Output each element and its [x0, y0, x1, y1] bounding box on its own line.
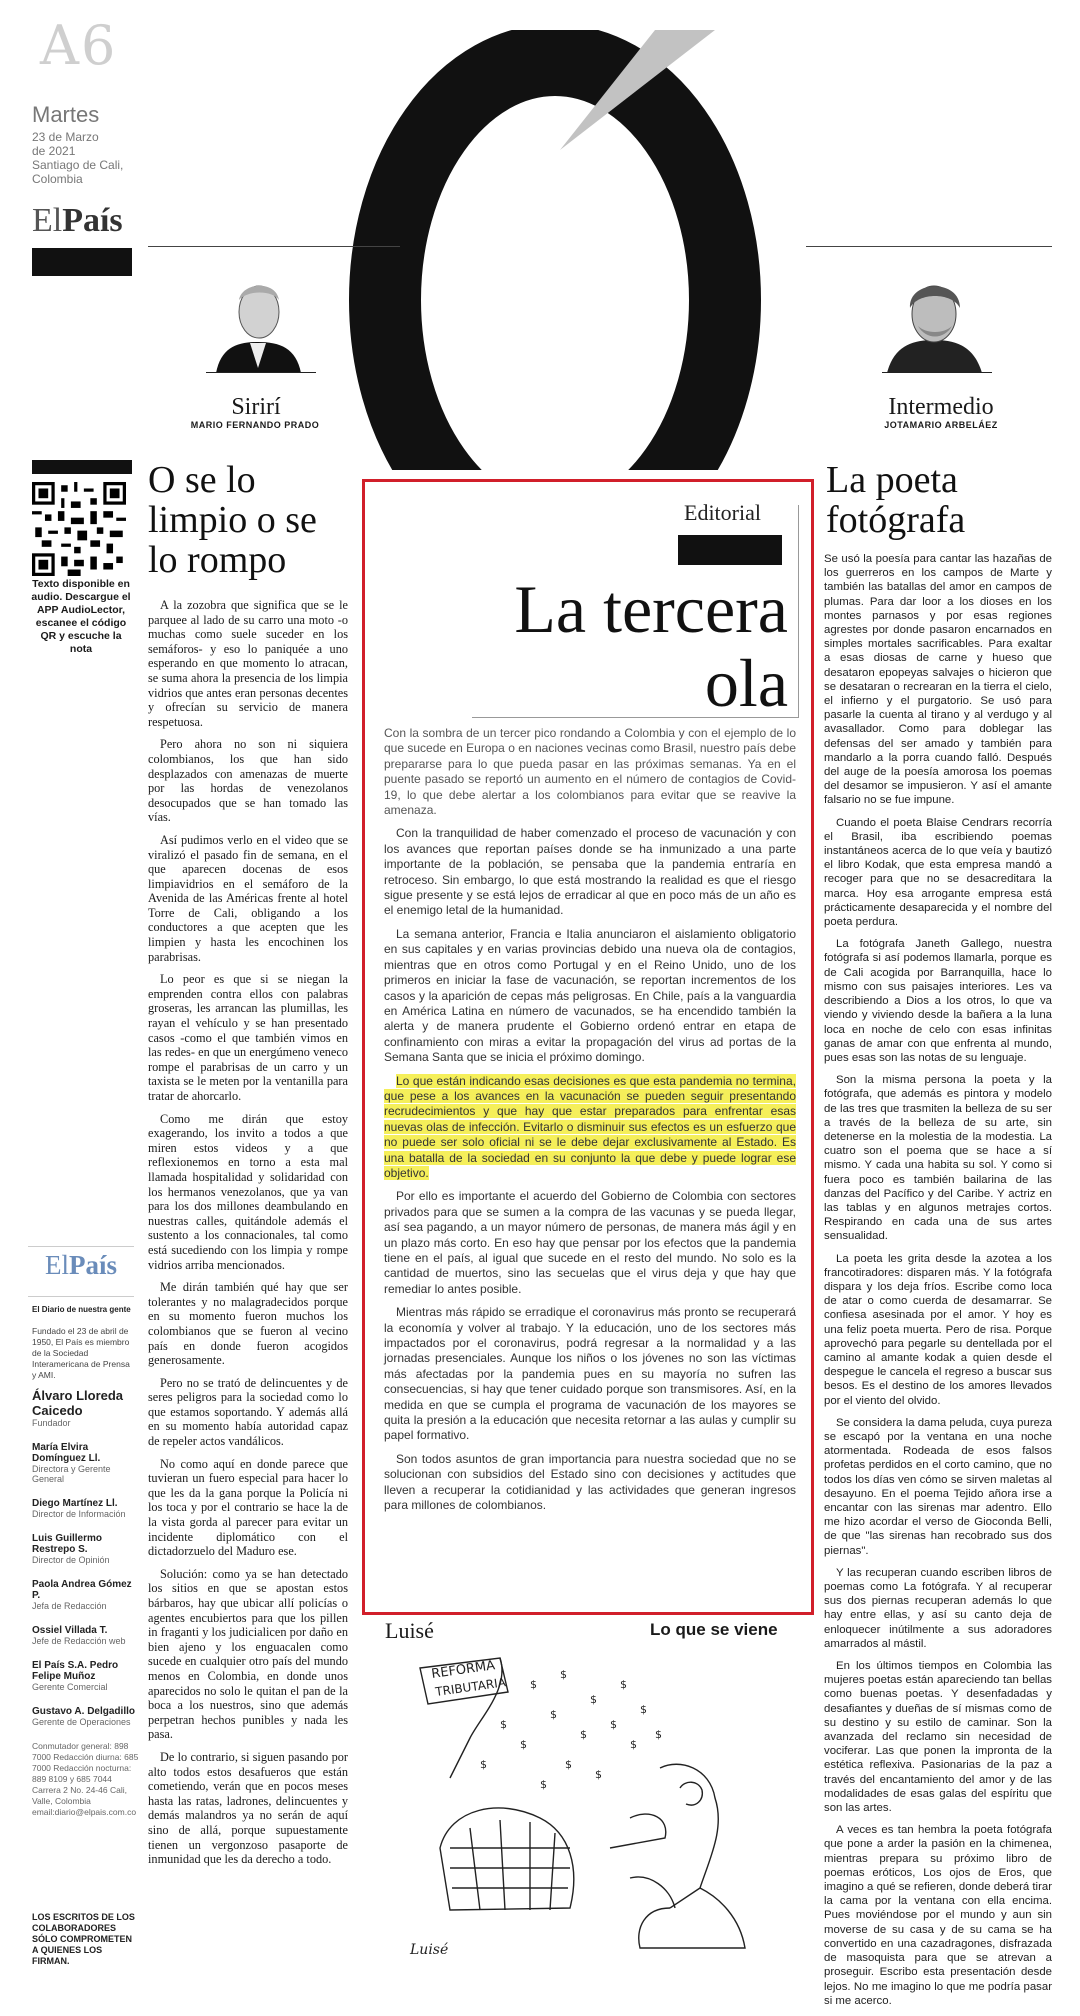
paragraph: Cuando el poeta Blaise Cendrars recorría el Brasil, iba escribiendo poemas instantáneos acerca de lo que veía y bautizó el libro Kodak, que esta empresa mandó a recoger para que no se desacreditara la marca. Hoy esa arrogante empresa está prácticamente desaparecida y el nombre del poeta perdura. [824, 816, 1052, 929]
staff-name: Álvaro Lloreda Caicedo [32, 1388, 124, 1418]
paragraph: A veces es tan hembra la poeta fotógrafa que pone a arder la pasión en la chimenea, mientras prepara su próximo libro de poemas eróticos, Los ojos de Eros, que imagino a qué se refieren, donde deberá tirar la cama por la ventana con ella encima. Pues moviéndose por el mundo y aun sin moverse de su casa y de su cama se ha convertido en una cazadragones, disfrazada de masoquista para que se atrevan a proseguir. Escribo esta presentación desde lejos. No me imagino lo que me podría pasar si me acerco. [824, 1824, 1052, 2007]
staff-role: Director de Información [32, 1509, 126, 1519]
staff-role: Jefa de Redacción [32, 1601, 107, 1611]
svg-text:$: $ [530, 1678, 537, 1691]
svg-text:REFORMA: REFORMA [430, 1658, 497, 1682]
staff-role: Director de Opinión [32, 1555, 110, 1565]
staff-name: Luis Guillermo Restrepo S. [32, 1533, 103, 1555]
editorial-title: La tercera ola [514, 571, 788, 721]
svg-text:$: $ [620, 1678, 627, 1691]
paragraph: La semana anterior, Francia e Italia anunciaron el aislamiento obligatorio en sus capitales y en varias provincias debido una nueva ola de contagios, mientras que en otros como Portugal y en el Reino Unido, uno de los primeros en iniciar la fase de vacunación, se reportan incrementos de los casos y la aparición de cepas más peligrosas. En Chile, país a la vanguardia en América Latina en número de vacunados, se ha encendido también la alerta y de manera prudente el Gobierno ordenó entrar en etapa de confinamiento con miras a evitar la propagación del virus ad portas de la Semana Santa que se inicia el próximo domingo. [384, 926, 796, 1065]
paragraph: Se considera la dama peluda, cuya pureza se escapó por la ventana en una noche atormentada. Rodeada de esos falsos profetas perdidos en el corto camino, que no todos los días ven cómo se sirven maletas al desayuno. En el poema Tejido añora irse a encantar con las sirenas mar adentro. Ello me hizo acordar el verso de Gioconda Belli, de que "las sirenas han recobrado sus dos piernas". [824, 1416, 1052, 1557]
svg-text:$: $ [580, 1728, 587, 1741]
left-author-name: MARIO FERNANDO PRADO [190, 420, 320, 430]
founded-note: Fundado el 23 de abril de 1950, El País es miembro de la Sociedad Interamericana de Prensa y AMI. [32, 1326, 130, 1380]
header-rule-right [806, 246, 1052, 247]
staff-name: El País S.A. Pedro Felipe Muñoz [32, 1660, 119, 1682]
svg-text:$: $ [565, 1758, 572, 1771]
paragraph: A la zozobra que significa que se le parquee al lado de su carro una moto -o muchas como suele suceder en los semáforos- y eso lo paniquée a uno esperando en que momento lo atracan, se suma ahora la presencia de los limpia vidrios que antes eran personas decentes y ofrecían su servicio de manera respetuosa. [148, 598, 348, 729]
masthead-rule-bottom [28, 1296, 134, 1297]
cartoon-illustration [380, 1648, 810, 1968]
sidebar-top-bar [32, 460, 132, 474]
paragraph: Lo peor es que si se niegan la emprenden contra ellos con palabras groseras, les arrancan las plumillas, les rayan el vehículo y se han presentado casos -como el que también vimos en las redes- en que un energúmeno veneco rompe el parabrisas de un carro y un taxista se le meten por la ventanilla para tratar de ahorcarlo. [148, 972, 348, 1103]
right-section-name: Intermedio [888, 394, 994, 420]
audio-note: Texto disponible en audio. Descargue el APP AudioLector, escanee el código QR y escuche la nota [31, 578, 131, 655]
page-number: A6 [40, 14, 118, 77]
masthead-rule [28, 1246, 134, 1247]
paragraph: Y las recuperan cuando escriben libros de poemas como La fotógrafa. Y al recuperar sus dos piernas recuperan además lo que hay entre ellas, y así su canto deja de enloquecer inútilmente a sus adoradores amarrados al mástil. [824, 1566, 1052, 1650]
svg-text:$: $ [500, 1718, 507, 1731]
paragraph: En los últimos tiempos en Colombia las mujeres poetas están apareciendo tan bellas como buenas poetas. Y desenfadadas y desafiantes y dueñas de sí mismas como de su destino y su estilo de caminar. Son la avanzada del reclamo sin necesidad de vociferar. Las que ponen la impronta de la estética reflexiva. Pasionarias de la paz a través del encantamiento del amor y de las modalidades de esas galas del espíritu que son las artes. [824, 1660, 1052, 1815]
svg-text:$: $ [550, 1708, 557, 1721]
svg-text:$: $ [480, 1758, 487, 1771]
svg-text:$: $ [655, 1728, 662, 1741]
svg-text:$: $ [630, 1738, 637, 1751]
editorial-label: Editorial [684, 500, 761, 525]
contact-info: Conmutador general: 898 7000 Redacción diurna: 685 7000 Redacción nocturna: 889 8109 y 685 7044 Carrera 2 No. 24-46 Cali, Valle, Colombia email:diario@elpais.com.co [32, 1741, 139, 1817]
staff-name: Diego Martínez Ll. [32, 1498, 118, 1509]
svg-text:$: $ [640, 1703, 647, 1716]
editorial-lead: Con la sombra de un tercer pico rondando a Colombia y con el ejemplo de lo que sucede en Europa o en naciones vecinas como Brasil, nuestro país debe prepararse para lo que pueda pasar en las próximas semanas. Ya en el puente pasado se reportó un aumento en el número de contagios de Covid-19, lo que debe alertar a los colombianos para evitar que se reavive la amenaza. [384, 726, 796, 818]
paragraph: Son la misma persona la poeta y la fotógrafa, que además es pintora y modelo de las tres que trasmiten la belleza de su ser a través de la belleza de su arte, sin detenerse en la molestia de la modestia. La cuatro son el poema que se hace a sí mismo. Y cada una habita su sol. Y como si fuera poco es también bailarina de las danzas del Pacífico y del Caribe. Y actriz en las tablas y en algunos metrajes cortos. Respirando en cada una de sus artes sensualidad. [824, 1074, 1052, 1243]
highlighted-paragraph: Lo que están indicando esas decisiones es que esta pandemia no termina, que pese a los avances en la vacunación se pueden seguir presentando recrudecimientos y que hay que estar preparados para enfrentar esas nuevas olas de infección. Evitarlo o disminuir sus efectos es un esfuerzo que no puede ser solo oficial ni se le debe dejar exclusivamente al Estado. Es una batalla de la sociedad en su conjunto la que debe y puede lograr ese objetivo. [384, 1073, 796, 1180]
staff-role: Jefe de Redacción web [32, 1636, 126, 1646]
staff-name: Ossiel Villada T. [32, 1625, 108, 1636]
paragraph: Pero ahora no son ni siquiera colombianos, los que han sido desplazados con amenazas de muerte por las hordas de venezolanos desocupados que se han tomado las vías. [148, 737, 348, 825]
paragraph: Por ello es importante el acuerdo del Gobierno de Colombia con sectores privados para que se sumen a la compra de las vacunas y se pueda llegar, así sea pagando, a un mayor número de personas, de manera más ágil y en un plazo más corto. En eso hay que pensar por los efectos que la pandemia tiene en el país, al igual que sucede en el resto del mundo. No solo es la cantidad de muertos, sino las secuelas que el virus deja y que hay que remediar lo antes posible. [384, 1189, 796, 1296]
staff-name: Gustavo A. Delgadillo [32, 1706, 135, 1717]
staff-role: Gerente de Operaciones [32, 1717, 131, 1727]
logo: ElPaís [32, 202, 123, 239]
paragraph: Pero no se trató de delincuentes y de seres peligros para la sociedad como lo que estamos soportando. Y además allá en su momento había autoridad capaz de repeler actos vandálicos. [148, 1375, 348, 1449]
paragraph: No como aquí en donde parece que tuvieran un fuero especial para hacer lo que les da la gana porque la Policía ni los toca y por el contrario se hace la de la vista gorda al parecer para evitar un incidente diplomático con el dictadorzuelo del Maduro ese. [148, 1456, 348, 1559]
svg-text:$: $ [560, 1668, 567, 1681]
logo-bar [32, 248, 132, 276]
staff-name: María Elvira Domínguez Ll. [32, 1442, 101, 1464]
svg-text:$: $ [590, 1693, 597, 1706]
staff-role: Fundador [32, 1418, 71, 1428]
masthead-tagline: El Diario de nuestra gente [32, 1305, 131, 1314]
paragraph: De lo contrario, si siguen pasando por alto todos estos desafueros que están cometiendo, verán que en pocos meses hasta las ratas, ladrones, delincuentes y demás malandros ya no serán de aquí sino de allá, porque supuestamente tienen un vergonzoso pasaporte de inmunidad que les da derecho a todo. [148, 1749, 348, 1867]
portrait-mario-fernando-prado [206, 268, 311, 373]
staff-role: Directora y Gerente General [32, 1464, 111, 1484]
cartoon-author: Luisé [385, 1618, 434, 1643]
paragraph: Son todos asuntos de gran importancia para nuestra sociedad que no se solucionan con subsidios del Estado sino con decisiones y actitudes que lleven a recuperar la cotidianidad y las actividades que generan ingresos para millones de colombianos. [384, 1451, 796, 1513]
svg-text:$: $ [540, 1778, 547, 1791]
svg-text:$: $ [610, 1718, 617, 1731]
svg-text:TRIBUTARIA: TRIBUTARIA [434, 1675, 507, 1699]
editorial-body [384, 726, 796, 1522]
svg-text:$: $ [595, 1768, 602, 1781]
right-article-headline: La poeta fotógrafa [826, 459, 966, 541]
portrait-frame-right [882, 372, 992, 373]
paragraph: Mientras más rápido se erradique el coronavirus más pronto se recuperará la economía y volver al trabajo. Y la educación, uno de los sectores más impactados por el coronavirus, podrá regresar a la normalidad y a las jornadas presenciales. Aunque los niños o los jóvenes no son las víctimas más afectadas por la pandemia pues en su mayoría no sufren las consecuencias, si hay que tener cuidado porque son transmisores. Así, en la medida en que se cumpla el programa de vacunación de los mayores se quita la presión a la educación que necesita retornar a las aulas y cumplir su papel formativo. [384, 1305, 796, 1443]
header-rule-left [148, 246, 400, 247]
left-article-body [148, 598, 348, 1875]
cartoon-title: Lo que se viene [650, 1620, 778, 1639]
paragraph: Así pudimos verlo en el video que se viralizó el pasado fin de semana, en el que aparecen docenas de esos limpiavidrios en el semáforo de la Avenida de las Américas frente al hotel Torre de Cali, obligando a los conductores a que acepten que les limpien y hasta les encochinen los parabrisas. [148, 832, 348, 964]
date-details: 23 de Marzo de 2021 Santiago de Cali, Colombia [32, 130, 124, 186]
cartoon-signature: Luisé [410, 1942, 449, 1958]
staff-role: Gerente Comercial [32, 1682, 108, 1692]
paragraph: La poeta les grita desde la azotea a los francotiradores: disparen más. Y la fotógrafa dispara y los deja fríos. Escribe como loca de atar o como cuerda de desamarrar. Se confiesa asesinada por el amor. Y hoy es una feliz poeta muerta. Pero de risa. Porque aprovechó para pegarle su dentellada por el camino al amante kodak a quien desde el despegue le cancela el regreso a buscar sus besos. Es el destino de los amores llevados por el viento del olvido. [824, 1252, 1052, 1407]
staff-name: Paola Andrea Gómez P. [32, 1579, 132, 1601]
masthead-logo: ElPaís [44, 1250, 117, 1280]
paragraph: Solución: como ya se han detectado los sitios en que se apostan estos bárbaros, hay que ubicar allí policías o agentes encubiertos para que los pillen in fraganti y los judicialicen por daño en bien ajeno y los enguacalen como sucede en cualquier otro país del mundo menos en Colombia, en donde unos aparecidos no solo le quitan el pan de la boca a los nuestros, sino que además perpetran hechos punibles y nada les pasa. [148, 1566, 348, 1742]
editorial-bar [678, 535, 782, 565]
right-author-name: JOTAMARIO ARBELÁEZ [884, 420, 998, 430]
svg-text:$: $ [520, 1738, 527, 1751]
paragraph: Me dirán también qué hay que ser tolerantes y no malagradecidos porque en su momento fueron muchos los colombianos que se fueron al vecino país en donde fueron acogidos generosamente. [148, 1280, 348, 1368]
staff-list [32, 1380, 142, 1818]
left-article-headline: O se lo limpio o se lo rompo [148, 459, 317, 581]
date-day: Martes [32, 102, 100, 127]
paragraph: Con la tranquilidad de haber comenzado el proceso de vacunación y con los avances que reportan países donde se ha inmunizado a una parte importante de la población, se pensaba que la pandemia entraría en retroceso. Sin embargo, lo que está mostrando la realidad es que el riesgo sigue presente y se está lejos de erradicar al que en poco más de un año es el enemigo letal de la humanidad. [384, 826, 796, 918]
right-article-body [824, 552, 1052, 2016]
left-section-name: Sirirí [231, 394, 281, 420]
disclaimer: LOS ESCRITOS DE LOS COLABORADORES SÓLO COMPROMETEN A QUIENES LOS FIRMAN. [32, 1912, 135, 1966]
portrait-frame-left [206, 372, 316, 373]
portrait-jotamario-arbelaez [882, 268, 987, 373]
paragraph: La fotógrafa Janeth Gallego, nuestra fotógrafa si así podemos llamarla, porque es de Cali acogida por Barranquilla, hace lo mismo con sus paisajes interiores. Les va describiendo a Dios a los otros, lo que va viendo y viviendo desde la bañera a la luna loca en noche de celo con esas infinitas ganas de amar con que enfrenta al mundo, pues esas son las notas de su lenguaje. [824, 938, 1052, 1064]
big-o-graphic [345, 30, 815, 470]
paragraph: Como me dirán que estoy exagerando, los invito a todos a que miren estos videos y a que reflexionemos en torno a esta mal llamada hospitalidad y solidaridad con los hermanos venezolanos, que ya van para los dos millones deambulando en nuestras calles, quitándole además el sustento a los connacionales, tal como está sucediendo con los limpia y rompe vidrios arriba mencionados. [148, 1111, 348, 1272]
paragraph: Se usó la poesía para cantar las hazañas de los guerreros en los campos de Marte y también las batallas del amor en campos de plumas. Para dar loor a los dioses en los montes parnasos y por esas regiones agrestes por donde pasaron encarnados en simples mortales sacrificables. Para exaltar a esas diosas de carne y hueso que desataron epopeyas salvajes o hicieron que se desataran o recrearan en la tierra el cielo, el infierno y el purgatorio. Se usó para pasarle la cuenta al tirano y al verdugo y al avasallador. Como para doblegar las defensas del ser amado y también para mandarlo a la porra cuando falló. Después del auge de la poesía amorosa los poemas del desamor se impusieron. Y así el amante falsario no se fue impune. [824, 553, 1052, 807]
qr-code-icon[interactable] [32, 482, 126, 576]
